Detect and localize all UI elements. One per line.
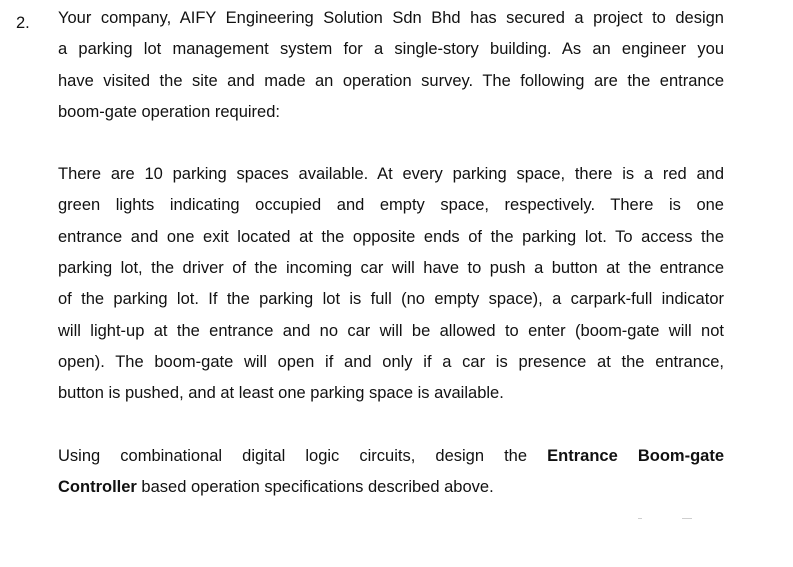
- text-line: have visited the site and made an operation survey. The following are the entrance: [58, 71, 724, 90]
- text-line: of the parking lot. If the parking lot is full (no empty space), a carpark-full indicator: [58, 290, 724, 309]
- text-line: boom-gate operation required:: [58, 102, 280, 121]
- scan-dot: [638, 518, 642, 519]
- text-line: green lights indicating occupied and empty space, respectively. There is one: [58, 196, 724, 215]
- paragraph-intro: [58, 3, 724, 128]
- task-line: [58, 441, 724, 472]
- question-number: 2.: [16, 14, 30, 32]
- paragraph-requirements: [58, 159, 724, 409]
- text-line: entrance and one exit located at the opposite ends of the parking lot. To access the: [58, 227, 724, 246]
- text-line: parking lot, the driver of the incoming car will have to push a button at the entrance: [58, 259, 724, 278]
- task-line: [58, 472, 724, 503]
- text-line: open). The boom-gate will open if and only if a car is presence at the entrance,: [58, 352, 724, 371]
- text-line: button is pushed, and at least one parking space is available.: [58, 384, 504, 403]
- text-line: a parking lot management system for a single-story building. As an engineer you: [58, 40, 724, 59]
- task-bold-text: Entrance Boom-gate: [547, 446, 725, 465]
- scan-dot: [682, 518, 692, 519]
- paragraph-task: [58, 441, 724, 504]
- task-text: Using combinational digital logic circuits, design the: [58, 446, 548, 465]
- question-body: [58, 3, 724, 534]
- text-line: Your company, AIFY Engineering Solution Sdn Bhd has secured a project to design: [58, 9, 724, 27]
- task-text: based operation specifications described above.: [136, 477, 494, 496]
- task-bold-text: Controller: [58, 477, 137, 496]
- text-line: will light-up at the entrance and no car will be allowed to enter (boom-gate will not: [58, 321, 724, 340]
- faint-scan-mark: [638, 518, 696, 520]
- text-line: There are 10 parking spaces available. At every parking space, there is a red and: [58, 165, 724, 184]
